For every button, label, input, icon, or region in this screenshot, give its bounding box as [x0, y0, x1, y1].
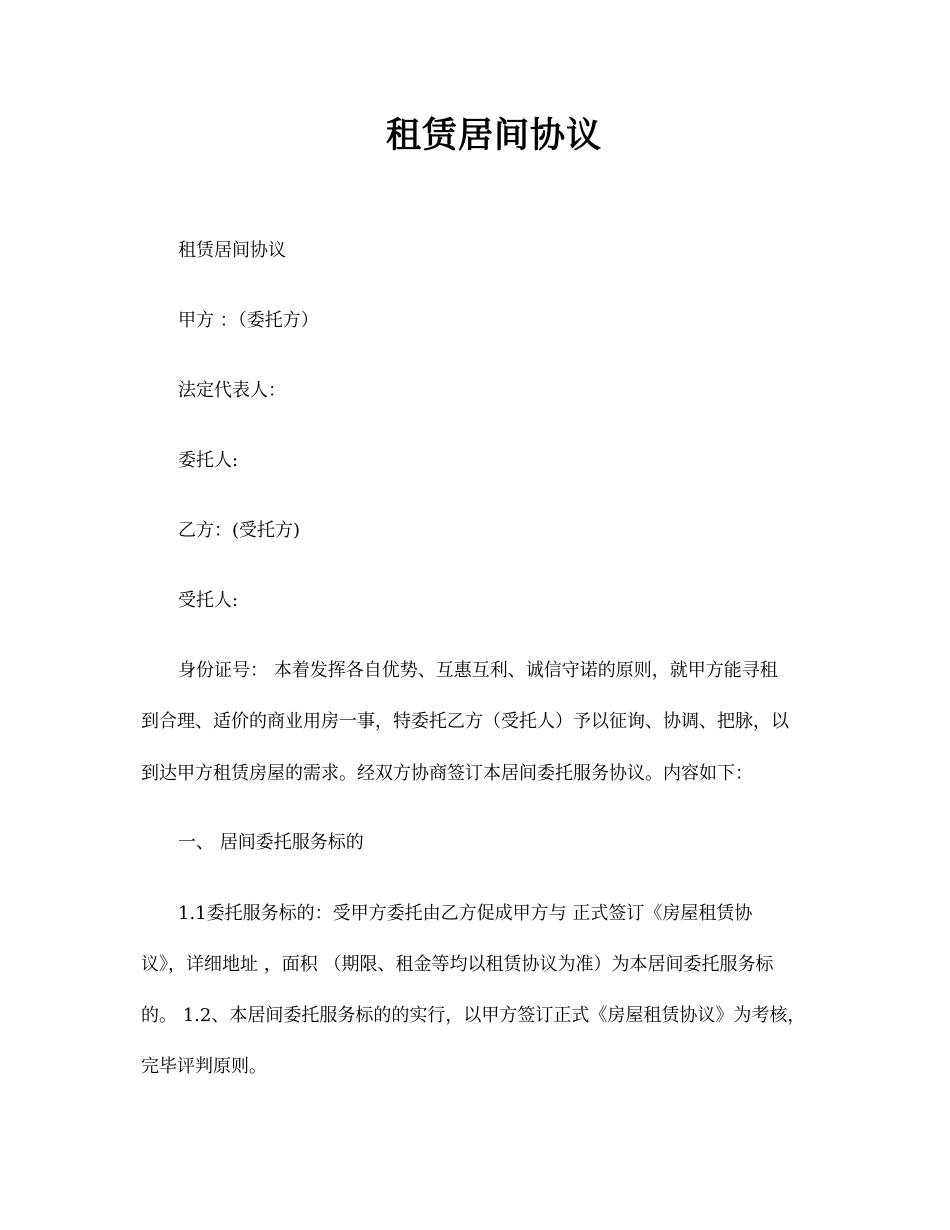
doc-line-body-3: 到达甲方租赁房屋的需求。经双方协商签订本居间委托服务协议。内容如下： — [141, 763, 753, 784]
doc-line-heading: 租赁居间协议 — [178, 240, 286, 261]
doc-line-legal-rep: 法定代表人： — [178, 380, 286, 401]
document-title: 租赁居间协议 — [385, 116, 602, 156]
doc-line-client: 委托人: — [178, 450, 239, 471]
doc-line-clause-1-1: 1.1委托服务标的：受甲方委托由乙方促成甲方与 正式签订《房屋租赁协 — [178, 903, 753, 924]
doc-line-section-1: 一、 居间委托服务标的 — [178, 832, 364, 853]
doc-line-trustee: 受托人: — [178, 590, 239, 611]
doc-line-clause-1-2: 的。 1.2、本居间委托服务标的的实行，以甲方签订正式《房屋租赁协议》为考核， — [141, 1005, 806, 1026]
doc-line-party-b: 乙方：(受托方) — [178, 520, 301, 541]
doc-line-clause-1-1-cont: 议》，详细地址 ，面积 （期限、租金等均以租赁协议为准）为本居间委托服务标 — [141, 954, 774, 975]
doc-line-body-2: 到合理、适价的商业用房一事，特委托乙方（受托人）予以征询、协调、把脉，以 — [141, 711, 789, 732]
doc-line-id-number: 身份证号： 本着发挥各自优势、互惠互利、诚信守诺的原则，就甲方能寻租 — [178, 660, 778, 681]
doc-line-clause-1-2-cont: 完毕评判原则。 — [141, 1056, 267, 1077]
doc-line-party-a: 甲方 ：（委托方） — [178, 310, 319, 331]
